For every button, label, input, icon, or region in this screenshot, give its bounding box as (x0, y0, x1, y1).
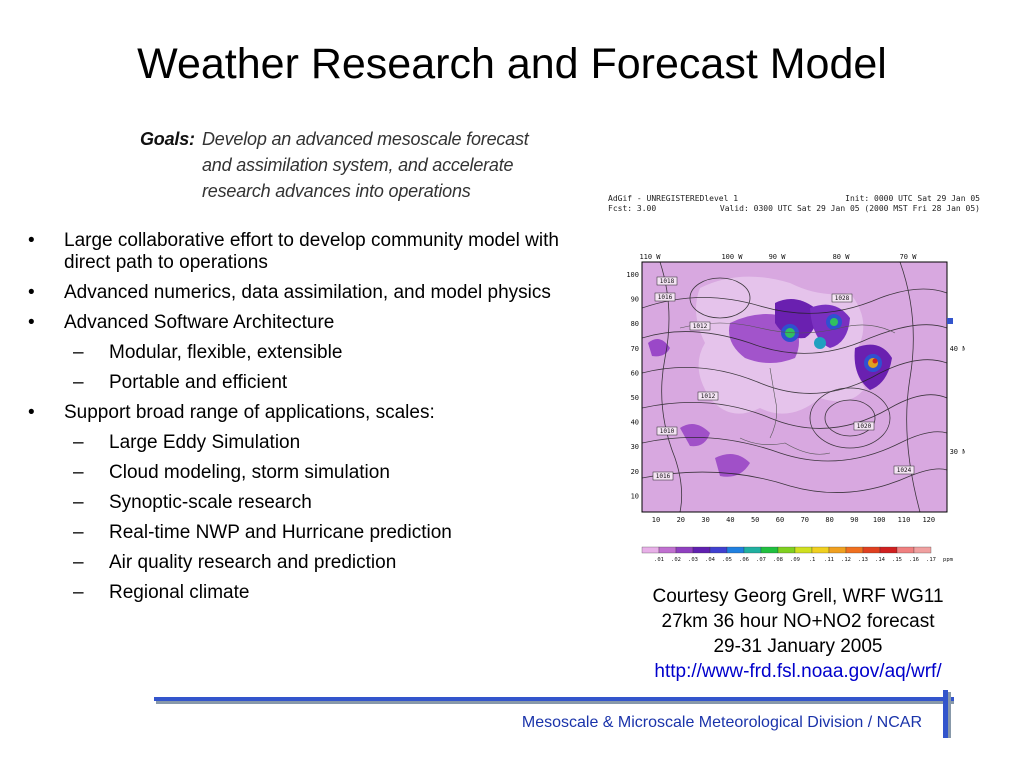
goals-line: Develop an advanced mesoscale forecast (202, 129, 529, 149)
longitude-label: 90 W (768, 253, 786, 261)
pressure-label: 1012 (692, 323, 708, 330)
colorbar-swatch (914, 547, 931, 553)
x-tick-label: 80 (825, 516, 834, 524)
bullet-marker: • (28, 312, 35, 333)
map-caption (600, 584, 996, 684)
goals-label: Goals: (140, 129, 195, 149)
slide-title: Weather Research and Forecast Model (137, 40, 887, 88)
sub-bullet-item (28, 432, 568, 454)
colorbar-tick-label: .12 (841, 557, 851, 563)
map-header-right-1: Init: 0000 UTC Sat 29 Jan 05 (845, 194, 980, 203)
colorbar-swatch (812, 547, 829, 553)
pressure-label: 1028 (834, 295, 850, 302)
y-tick-label: 80 (630, 320, 639, 329)
colorbar-swatch (880, 547, 897, 553)
colorbar-tick-label: .04 (705, 557, 715, 563)
sub-bullet-item (28, 522, 568, 544)
bullet-text: Real-time NWP and Hurricane prediction (109, 522, 452, 543)
colorbar-swatch (727, 547, 744, 553)
pressure-label: 1020 (856, 423, 872, 430)
y-tick-label: 50 (630, 394, 639, 402)
colorbar-tick-label: .15 (892, 557, 902, 563)
pressure-label: 1018 (659, 278, 675, 285)
colorbar-tick-label: .14 (875, 557, 885, 563)
sub-bullet-item (28, 582, 568, 604)
y-tick-label: 40 (630, 418, 639, 427)
bullet-text: Portable and efficient (109, 372, 288, 393)
caption-line-2: 27km 36 hour NO+NO2 forecast (661, 611, 935, 632)
bullet-item (28, 282, 568, 304)
sub-bullet-item (28, 372, 568, 394)
pressure-label: 1010 (659, 428, 675, 435)
footer-vertical-rule-shadow (948, 692, 951, 738)
map-header (608, 194, 980, 216)
map-colorbar (642, 547, 954, 563)
bullet-text: Advanced numerics, data assimilation, and model physics (64, 282, 551, 303)
y-tick-label: 20 (630, 467, 639, 476)
sub-bullet-item (28, 552, 568, 574)
bullet-text: Support broad range of applications, scales: (64, 402, 435, 423)
y-tick-label: 30 (630, 443, 639, 452)
colorbar-swatch (863, 547, 880, 553)
map-header-right-2: Valid: 0300 UTC Sat 29 Jan 05 (2000 MST Fri 28 Jan 05) (719, 204, 980, 213)
caption-link[interactable]: http://www-frd.fsl.noaa.gov/aq/wrf/ (654, 661, 942, 682)
caption-line-1: Courtesy Georg Grell, WRF WG11 (652, 586, 944, 607)
dash-marker: – (73, 582, 84, 603)
bullet-text: Modular, flexible, extensible (109, 342, 343, 363)
colorbar-tick-label: .16 (909, 557, 919, 563)
bullet-marker: • (28, 230, 35, 251)
colorbar-tick-label: ppm (943, 557, 953, 563)
x-tick-label: 50 (750, 516, 760, 524)
colorbar-swatch (761, 547, 778, 553)
longitude-label: 80 W (832, 253, 850, 261)
dash-marker: – (73, 552, 84, 573)
x-tick-label: 120 (922, 516, 936, 524)
footer-text: Mesoscale & Microscale Meteorological Division / NCAR (521, 714, 922, 731)
goals-line: and assimilation system, and accelerate (202, 155, 514, 175)
colorbar-tick-label: .06 (739, 557, 749, 563)
colorbar-tick-label: .02 (671, 557, 681, 563)
bullet-text: Regional climate (109, 582, 250, 603)
longitude-label: 110 W (639, 253, 661, 261)
colorbar-tick-label: .01 (654, 557, 664, 563)
colorbar-tick-label: .13 (858, 557, 868, 563)
colorbar-tick-label: .05 (722, 557, 732, 563)
bullet-item (28, 312, 568, 334)
x-tick-label: 100 (872, 516, 886, 524)
colorbar-swatch (676, 547, 693, 553)
bullet-text: Advanced Software Architecture (64, 312, 335, 333)
sub-bullet-item (28, 462, 568, 484)
colorbar-tick-label: .07 (756, 557, 766, 563)
colorbar-swatch (897, 547, 914, 553)
colorbar-tick-label: .09 (790, 557, 800, 563)
colorbar-tick-label: .08 (773, 557, 783, 563)
bullet-item (28, 402, 568, 424)
colorbar-swatch (693, 547, 710, 553)
y-tick-label: 60 (630, 369, 639, 378)
bullet-list (28, 230, 568, 612)
bullet-text: Synoptic-scale research (109, 492, 312, 513)
y-tick-label: 100 (626, 271, 639, 279)
map-marker (947, 318, 953, 324)
colorbar-swatch (744, 547, 761, 553)
forecast-map (620, 248, 965, 568)
forecast-map-svg (620, 248, 965, 568)
x-tick-label: 60 (775, 516, 785, 524)
colorbar-swatch (642, 547, 659, 553)
x-tick-label: 20 (676, 516, 686, 524)
colorbar-swatch (829, 547, 846, 553)
dash-marker: – (73, 492, 84, 513)
map-header-left-2: Fcst: 3.00 (608, 204, 657, 213)
footer-rule-shadow (156, 701, 954, 704)
colorbar-tick-label: .17 (926, 557, 936, 563)
dash-marker: – (73, 462, 84, 483)
x-tick-label: 70 (800, 516, 810, 524)
colorbar-tick-label: .11 (824, 557, 834, 563)
colorbar-swatch (795, 547, 812, 553)
dash-marker: – (73, 522, 84, 543)
colorbar-swatch (710, 547, 727, 553)
sub-bullet-item (28, 492, 568, 514)
x-tick-label: 110 (897, 516, 911, 524)
goals-block (140, 126, 570, 204)
x-tick-label: 30 (701, 516, 710, 524)
bullet-text: Air quality research and prediction (109, 552, 397, 573)
y-tick-label: 70 (630, 344, 639, 353)
x-tick-label: 90 (850, 516, 859, 524)
y-tick-label: 90 (630, 295, 639, 304)
latitude-label: 30 N (949, 448, 965, 456)
pressure-label: 1016 (655, 473, 671, 480)
map-header-left-1: AdGif - UNREGISTEREDlevel 1 (608, 194, 739, 203)
goals-line: research advances into operations (202, 181, 471, 201)
colorbar-tick-label: .03 (688, 557, 698, 563)
longitude-label: 70 W (899, 253, 917, 261)
colorbar-swatch (846, 547, 863, 553)
pressure-label: 1016 (657, 294, 673, 301)
x-tick-label: 40 (726, 516, 735, 524)
pressure-label: 1012 (700, 393, 716, 400)
caption-line-3: 29-31 January 2005 (713, 636, 883, 657)
pressure-label: 1024 (896, 467, 912, 474)
colorbar-swatch (659, 547, 676, 553)
sub-bullet-item (28, 342, 568, 364)
bullet-text: Cloud modeling, storm simulation (109, 462, 390, 483)
bullet-marker: • (28, 402, 35, 423)
dash-marker: – (73, 342, 84, 363)
bullet-text: Large Eddy Simulation (109, 432, 301, 453)
longitude-label: 100 W (721, 253, 743, 261)
x-tick-label: 10 (651, 516, 661, 524)
colorbar-swatch (778, 547, 795, 553)
latitude-label: 40 N (949, 345, 965, 353)
bullet-text: Large collaborative effort to develop community model with direct path to operations (64, 230, 559, 273)
colorbar-tick-label: .1 (808, 557, 816, 563)
bullet-marker: • (28, 282, 35, 303)
dash-marker: – (73, 372, 84, 393)
y-tick-label: 10 (630, 492, 639, 501)
bullet-item (28, 230, 568, 274)
dash-marker: – (73, 432, 84, 453)
